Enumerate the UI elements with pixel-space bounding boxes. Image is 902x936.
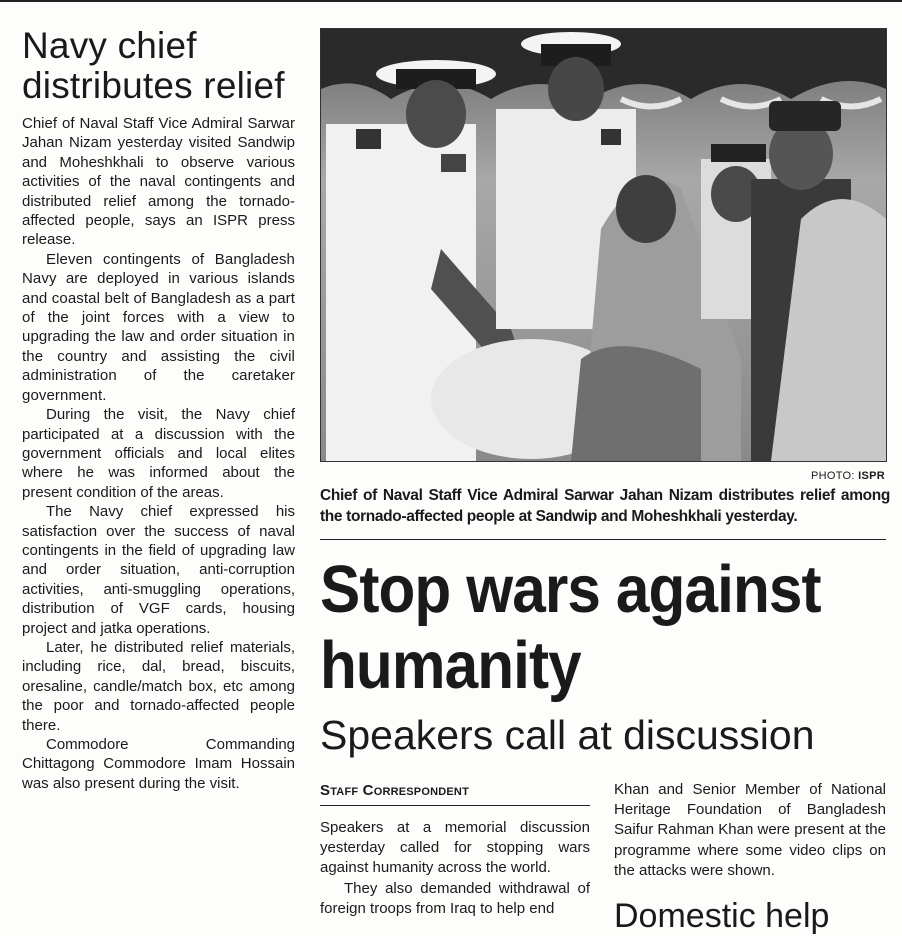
wars-article-column-1 xyxy=(320,818,590,919)
navy-article xyxy=(22,26,295,793)
section-divider xyxy=(320,539,886,540)
navy-article-headline: Navy chief distributes relief xyxy=(22,25,285,106)
wars-article-subheadline: Speakers call at discussion xyxy=(320,712,815,758)
navy-article-paragraph: Chief of Naval Staff Vice Admiral Sarwar Jahan Nizam yesterday visited Sandwip and Moheshkhali to observe various activities of the naval contingents and distributed relief among the tornado-affected people, says an ISPR press release. xyxy=(22,115,295,249)
top-rule xyxy=(0,0,902,2)
news-photo-image xyxy=(321,29,886,461)
navy-article-paragraph: Commodore Commanding Chittagong Commodore Imam Hossain was also present during the visit. xyxy=(22,736,295,792)
navy-article-paragraph: During the visit, the Navy chief participated at a discussion with the government officials and local elites where he was informed about the present condition of the areas. xyxy=(22,406,295,501)
byline: Staff Correspondent xyxy=(320,782,469,799)
photo-credit-source: ISPR xyxy=(858,470,885,482)
news-photo xyxy=(320,28,887,462)
wars-article-paragraph: They also demanded withdrawal of foreign troops from Iraq to help end xyxy=(320,879,590,917)
byline-rule xyxy=(320,805,590,806)
navy-article-paragraph: Eleven contingents of Bangladesh Navy are deployed in various islands and coastal belt of Bangladesh as a part of the joint forces with a view to upgrading the law and order situation in the country and assisting the civil administration of the caretaker government. xyxy=(22,250,295,404)
wars-article-headline: Stop wars against humanity xyxy=(320,552,821,703)
photo-credit-prefix: PHOTO: xyxy=(810,470,859,482)
wars-article-paragraph: Speakers at a memorial discussion yesterday called for stopping wars against humanity across the world. xyxy=(320,819,590,877)
wars-article-column-2 xyxy=(614,780,886,881)
navy-article-paragraph: Later, he distributed relief materials, including rice, dal, bread, biscuits, oresaline, candle/match box, etc among the poor and tornado-affected people there. xyxy=(22,638,295,734)
next-article-headline: Domestic help xyxy=(614,897,830,935)
wars-article-paragraph: Khan and Senior Member of National Heritage Foundation of Bangladesh Saifur Rahman Khan were present at the programme where some video clips on the attacks were shown. xyxy=(614,781,886,879)
photo-caption: Chief of Naval Staff Vice Admiral Sarwar Jahan Nizam distributes relief among the tornado-affected people at Sandwip and Moheshkhali yesterday. xyxy=(320,487,890,525)
photo-credit xyxy=(320,470,885,482)
navy-article-paragraph: The Navy chief expressed his satisfaction over the success of naval contingents in the field of upgrading law and order situation, anti-corruption activities, anti-smuggling operations, distribution of VGF cards, housing project and jatka operations. xyxy=(22,503,295,637)
